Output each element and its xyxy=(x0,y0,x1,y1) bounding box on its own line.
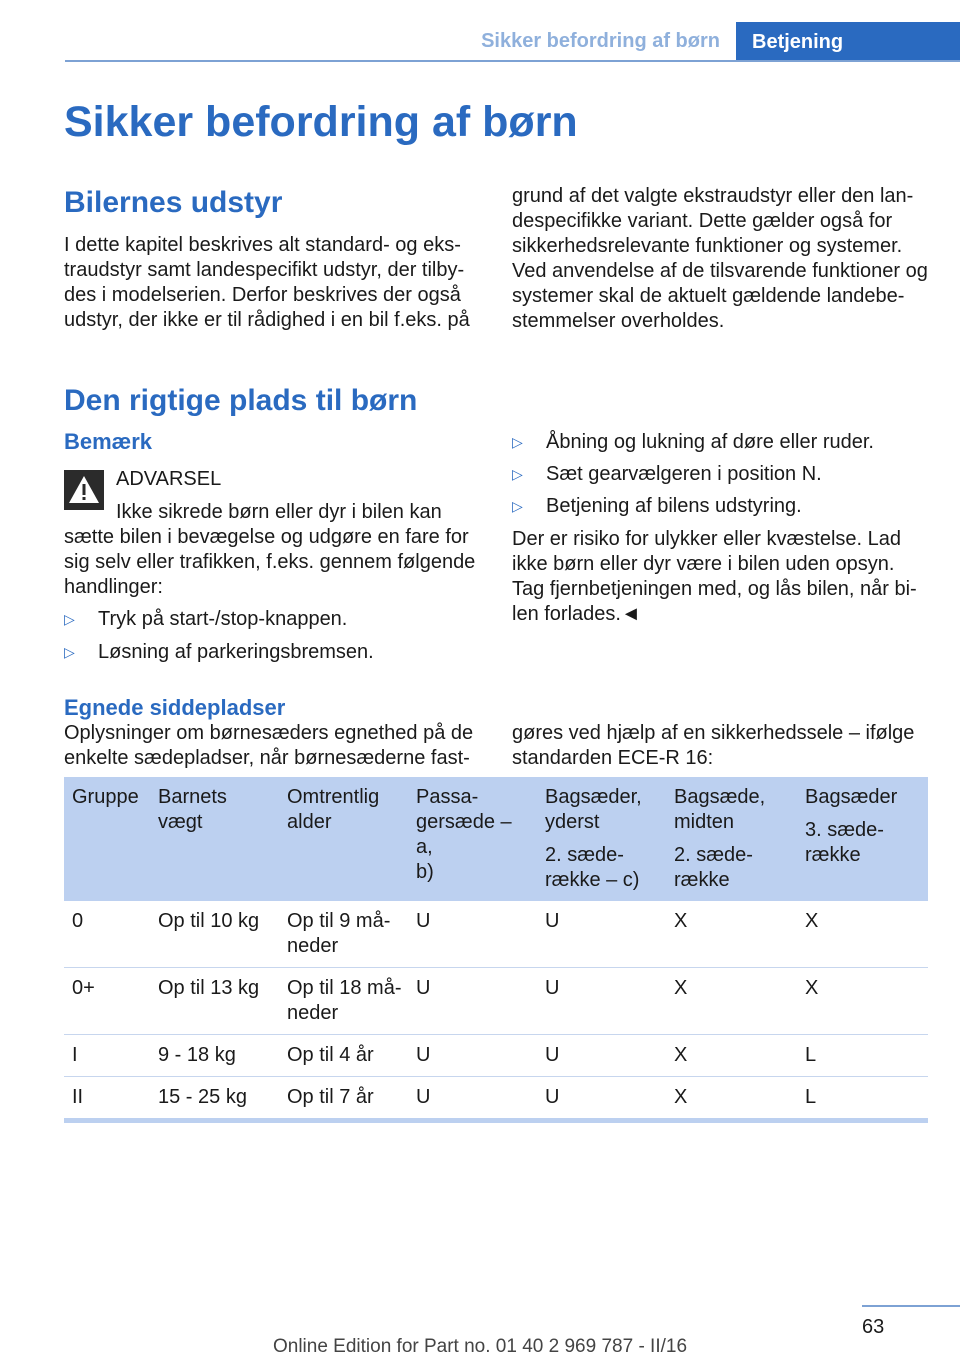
table-cell: U xyxy=(537,968,666,1035)
footer-rule xyxy=(862,1305,960,1307)
triangle-bullet-icon: ▷ xyxy=(512,498,523,514)
text-line: sætte bilen i bevægelse og udgøre en fare for xyxy=(64,526,469,548)
table-cell: U xyxy=(537,1035,666,1077)
cell-text: neder xyxy=(287,1002,339,1024)
header-text: Bagsæde, xyxy=(674,786,766,808)
table-header-cell xyxy=(537,777,666,901)
header-text: b) xyxy=(416,861,434,883)
text-line: traudstyr samt landespecifikt udstyr, der tilby- xyxy=(64,259,465,281)
text-line: stemmelser overholdes. xyxy=(512,310,725,332)
table-cell: U xyxy=(408,1035,537,1077)
table-row xyxy=(64,901,928,968)
triangle-bullet-icon: ▷ xyxy=(512,466,523,482)
table-cell: U xyxy=(408,901,537,968)
table-cell: X xyxy=(666,1077,797,1121)
table-cell: U xyxy=(408,1077,537,1121)
header-text: 3. sæde- xyxy=(805,819,884,841)
table-cell: 0 xyxy=(64,901,150,968)
table-row xyxy=(64,1077,928,1121)
warning-text-line: Ikke sikrede børn eller dyr i bilen kan xyxy=(116,501,442,523)
text-line: enkelte sædepladser, når børnesæderne fast- xyxy=(64,747,470,769)
text-line: Oplysninger om børnesæders egnethed på de xyxy=(64,722,474,744)
list-item-text: Betjening af bilens udstyring. xyxy=(546,495,802,517)
cell-text: Op til 9 må- xyxy=(287,910,391,932)
header-text: række – c) xyxy=(545,869,640,891)
table-cell: 15 - 25 kg xyxy=(150,1077,279,1121)
header-text: Passa- xyxy=(416,786,479,808)
cell-text: neder xyxy=(287,935,339,957)
running-header-tab: Betjening xyxy=(736,22,960,62)
text-line: len forlades.◄ xyxy=(512,603,641,625)
text-line: des i modelserien. Derfor beskrives der også xyxy=(64,284,461,306)
header-text: Barnets xyxy=(158,786,227,808)
table-cell xyxy=(279,901,408,968)
table-header-row xyxy=(64,777,928,901)
list-item-text: Løsning af parkeringsbremsen. xyxy=(98,641,374,663)
text-line: despecifikke variant. Dette gælder også for xyxy=(512,210,893,232)
text-line: standarden ECE-R 16: xyxy=(512,747,714,769)
text-line: handlinger: xyxy=(64,576,163,598)
table-cell: X xyxy=(666,901,797,968)
list-item-text: Sæt gearvælgeren i position N. xyxy=(546,463,822,485)
text-line: udstyr, der ikke er til rådighed i en bil f.eks. på xyxy=(64,309,470,331)
header-text: midten xyxy=(674,811,735,833)
table-cell: Op til 10 kg xyxy=(150,901,279,968)
table-cell: L xyxy=(797,1077,928,1121)
cell-text: Op til 18 må- xyxy=(287,977,402,999)
table-header-cell xyxy=(666,777,797,901)
header-text: 2. sæde- xyxy=(674,844,753,866)
text-line: systemer skal de aktuelt gældende landebe- xyxy=(512,285,905,307)
table-cell: Op til 13 kg xyxy=(150,968,279,1035)
triangle-bullet-icon: ▷ xyxy=(64,644,75,660)
text-line: sikkerhedsrelevante funktioner og systemer. xyxy=(512,235,903,257)
table-cell: Op til 4 år xyxy=(279,1035,408,1077)
warning-triangle-icon xyxy=(64,470,104,510)
table-header-cell xyxy=(408,777,537,901)
text-line: gøres ved hjælp af en sikkerhedssele – ifølge xyxy=(512,722,915,744)
header-rule xyxy=(65,60,960,62)
table-cell: L xyxy=(797,1035,928,1077)
text-line: sig selv eller trafikken, f.eks. gennem følgende xyxy=(64,551,476,573)
header-text: Omtrentlig xyxy=(287,786,380,808)
page-title: Sikker befordring af børn xyxy=(64,98,578,146)
table-cell: Op til 7 år xyxy=(279,1077,408,1121)
triangle-bullet-icon: ▷ xyxy=(64,611,75,627)
section-title-equipment: Bilernes udstyr xyxy=(64,186,283,219)
header-text: 2. sæde- xyxy=(545,844,624,866)
triangle-bullet-icon: ▷ xyxy=(512,434,523,450)
text-line: I dette kapitel beskrives alt standard- og eks- xyxy=(64,234,461,256)
text-line: Ved anvendelse af de tilsvarende funktioner og xyxy=(512,260,928,282)
suitable-seats-text-left xyxy=(64,721,479,771)
header-text: vægt xyxy=(158,811,203,833)
text-line: grund af det valgte ekstraudstyr eller den lan- xyxy=(512,185,914,207)
header-text: række xyxy=(674,869,730,891)
risk-text xyxy=(512,527,932,627)
table-cell: X xyxy=(797,968,928,1035)
table-cell xyxy=(279,968,408,1035)
suitable-seats-text-right xyxy=(512,721,932,771)
table-cell: I xyxy=(64,1035,150,1077)
text-line: Tag fjernbetjeningen med, og lås bilen, når bi- xyxy=(512,578,917,600)
table-cell: U xyxy=(537,1077,666,1121)
table-cell: U xyxy=(408,968,537,1035)
table-header-cell xyxy=(64,777,150,901)
list-item-text: Tryk på start-/stop-knappen. xyxy=(98,608,348,630)
running-header-section: Sikker befordring af børn xyxy=(481,30,720,52)
header-text: Bagsæder xyxy=(805,786,898,808)
table-row xyxy=(64,1035,928,1077)
page-number: 63 xyxy=(862,1316,885,1338)
table-cell: X xyxy=(666,968,797,1035)
footer-edition-text: Online Edition for Part no. 01 40 2 969 787 - II/16 xyxy=(272,1336,688,1357)
header-text: Bagsæder, xyxy=(545,786,642,808)
list-item-text: Åbning og lukning af døre eller ruder. xyxy=(546,431,874,453)
table-cell: II xyxy=(64,1077,150,1121)
header-text: gersæde – a, xyxy=(416,811,512,858)
table-cell: U xyxy=(537,901,666,968)
section-title-child-seat-position: Den rigtige plads til børn xyxy=(64,384,418,417)
subsection-title-suitable-seats: Egnede siddepladser xyxy=(64,695,286,720)
header-text: række xyxy=(805,844,861,866)
text-line: Der er risiko for ulykker eller kvæstelse. Lad xyxy=(512,528,902,550)
header-text: alder xyxy=(287,811,332,833)
table-cell: X xyxy=(797,901,928,968)
table-cell: 0+ xyxy=(64,968,150,1035)
seat-suitability-table xyxy=(64,777,928,1123)
table-cell: X xyxy=(666,1035,797,1077)
note-title: Bemærk xyxy=(64,429,153,454)
equipment-text-left xyxy=(64,233,479,333)
header-text: yderst xyxy=(545,811,600,833)
text-line: ikke børn eller dyr være i bilen uden opsyn. xyxy=(512,553,895,575)
header-text: Gruppe xyxy=(72,786,139,808)
table-row xyxy=(64,968,928,1035)
table-header-cell xyxy=(797,777,928,901)
table-header-cell xyxy=(150,777,279,901)
warning-text xyxy=(64,525,479,600)
table-cell: 9 - 18 kg xyxy=(150,1035,279,1077)
equipment-text-right xyxy=(512,184,932,334)
warning-label: ADVARSEL xyxy=(116,468,222,490)
table-header-cell xyxy=(279,777,408,901)
